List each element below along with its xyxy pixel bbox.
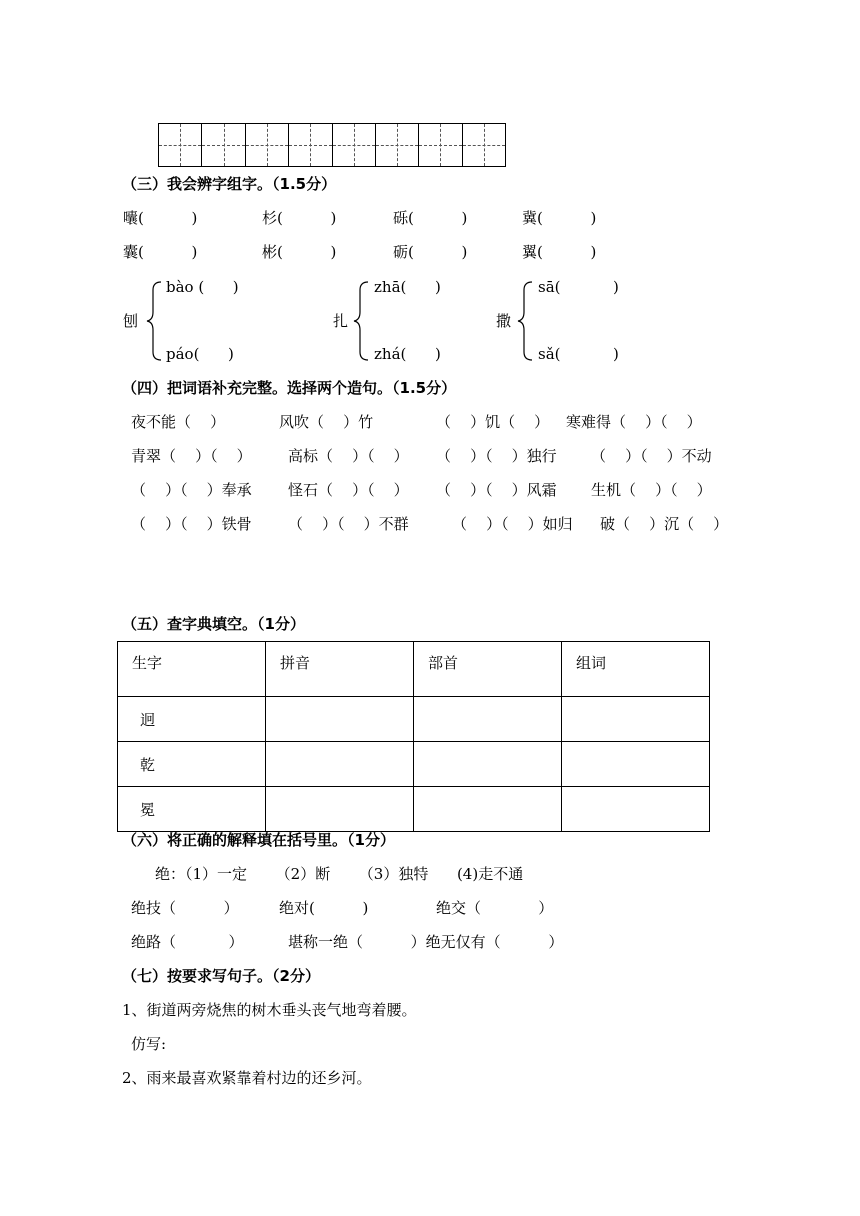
dictionary-table xyxy=(117,641,710,832)
answer-cell[interactable] xyxy=(266,697,414,742)
section-7-title: （七）按要求写句子。（2分） xyxy=(122,967,320,985)
answer-cell[interactable] xyxy=(562,787,710,832)
answer-cell[interactable] xyxy=(266,787,414,832)
brace-icon xyxy=(516,280,534,362)
meaning-blank: 绝路（ ） xyxy=(131,933,244,951)
answer-cell[interactable] xyxy=(562,742,710,787)
idiom-blank: （ ）（ ）不动 xyxy=(591,447,712,465)
poly-reading: sā( ) xyxy=(538,278,619,296)
grid-cell[interactable] xyxy=(159,124,202,166)
idiom-blank: （ ）（ ）铁骨 xyxy=(131,515,252,533)
idiom-blank: 寒难得（ ）（ ） xyxy=(566,413,702,431)
poly-reading: sǎ( ) xyxy=(538,345,619,363)
answer-cell[interactable] xyxy=(414,697,562,742)
poly-char: 刨 xyxy=(123,312,139,330)
idiom-blank: 生机（ ）（ ） xyxy=(591,481,712,499)
answer-cell[interactable] xyxy=(414,787,562,832)
char-pair: 翼( ) xyxy=(522,243,597,261)
grid-cell[interactable] xyxy=(419,124,462,166)
char-pair: 砾( ) xyxy=(393,209,468,227)
table-header-row xyxy=(118,642,710,697)
section-3-title: （三）我会辨字组字。（1.5分） xyxy=(122,175,337,193)
char-pair: 囔( ) xyxy=(123,209,198,227)
poly-reading: páo( ) xyxy=(166,345,234,363)
writing-grid[interactable] xyxy=(158,123,506,167)
grid-cell[interactable] xyxy=(202,124,245,166)
meaning-blank: 堪称一绝（ ）绝无仅有（ ） xyxy=(288,933,564,951)
grid-cell[interactable] xyxy=(289,124,332,166)
char-pair: 杉( ) xyxy=(262,209,337,227)
table-char: 冕 xyxy=(118,787,266,832)
grid-cell[interactable] xyxy=(333,124,376,166)
sentence-question: 1、街道两旁烧焦的树木垂头丧气地弯着腰。 xyxy=(122,1001,417,1019)
meaning-options: 绝：（1）一定 （2）断 （3）独特 (4)走不通 xyxy=(155,865,524,883)
char-pair: 彬( ) xyxy=(262,243,337,261)
table-header: 部首 xyxy=(414,642,562,697)
idiom-blank: （ ）饥（ ） xyxy=(436,413,550,431)
table-header: 拼音 xyxy=(266,642,414,697)
grid-cell[interactable] xyxy=(376,124,419,166)
idiom-blank: 破（ ）沉（ ） xyxy=(600,515,729,533)
idiom-blank: 青翠（ ）（ ） xyxy=(131,447,252,465)
idiom-blank: （ ）（ ）奉承 xyxy=(131,481,252,499)
idiom-blank: （ ）（ ）如归 xyxy=(452,515,573,533)
char-pair: 囊( ) xyxy=(123,243,198,261)
poly-char: 撒 xyxy=(496,312,512,330)
grid-cell[interactable] xyxy=(246,124,289,166)
grid-cell[interactable] xyxy=(463,124,505,166)
sentence-question: 2、雨来最喜欢紧靠着村边的还乡河。 xyxy=(122,1069,372,1087)
table-row xyxy=(118,697,710,742)
poly-reading: bào ( ) xyxy=(166,278,239,296)
char-pair: 砺( ) xyxy=(393,243,468,261)
section-4-title: （四）把词语补充完整。选择两个造句。（1.5分） xyxy=(122,379,457,397)
idiom-blank: （ ）（ ）独行 xyxy=(436,447,557,465)
idiom-blank: （ ）（ ）风霜 xyxy=(436,481,557,499)
answer-cell[interactable] xyxy=(562,697,710,742)
table-char: 迥 xyxy=(118,697,266,742)
table-header: 生字 xyxy=(118,642,266,697)
table-char: 乾 xyxy=(118,742,266,787)
section-5-title: （五）查字典填空。（1分） xyxy=(122,615,305,633)
answer-cell[interactable] xyxy=(266,742,414,787)
char-pair: 冀( ) xyxy=(522,209,597,227)
section-6-title: （六）将正确的解释填在括号里。（1分） xyxy=(122,831,395,849)
table-header: 组词 xyxy=(562,642,710,697)
meaning-blank: 绝技（ ） xyxy=(131,899,239,917)
imitate-label: 仿写: xyxy=(131,1035,167,1053)
poly-reading: zhā( ) xyxy=(374,278,441,296)
meaning-blank: 绝交（ ） xyxy=(436,899,554,917)
idiom-blank: 高标（ ）（ ） xyxy=(288,447,409,465)
table-row xyxy=(118,742,710,787)
poly-reading: zhá( ) xyxy=(374,345,441,363)
brace-icon xyxy=(145,280,163,362)
idiom-blank: （ ）（ ）不群 xyxy=(288,515,409,533)
idiom-blank: 夜不能（ ） xyxy=(131,413,226,431)
answer-cell[interactable] xyxy=(414,742,562,787)
meaning-blank: 绝对( ) xyxy=(279,899,369,917)
idiom-blank: 风吹（ ）竹 xyxy=(279,413,374,431)
table-row xyxy=(118,787,710,832)
brace-icon xyxy=(352,280,370,362)
poly-char: 扎 xyxy=(333,312,349,330)
idiom-blank: 怪石（ ）（ ） xyxy=(288,481,409,499)
